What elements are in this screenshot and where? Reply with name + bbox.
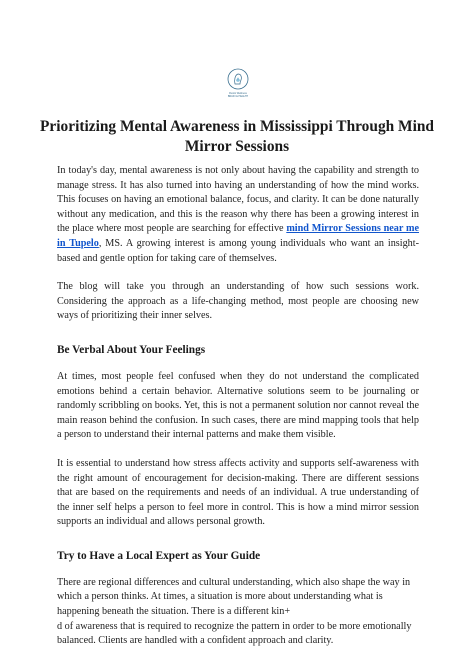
logo-tagline: BRAIN & HEALTH — [227, 95, 249, 98]
logo — [223, 68, 253, 98]
section-heading-local-expert: Try to Have a Local Expert as Your Guide — [57, 549, 261, 562]
lotus-head-logo-icon — [227, 68, 249, 92]
paragraph-confusion: At times, most people feel confused when they do not understand the complicated emotions behind a certain behavior. Alternative solutions seem to be journaling or randomly scribbling on books. Yet, this is not a permanent solution nor cannot reveal the main reason behind the confusion. In such cases, there are mind mapping tools that help a person to understand their internal patterns and make them visible. — [57, 370, 419, 441]
paragraph-intro — [57, 164, 419, 266]
paragraph-regional-line2: d of awareness that is required to recognize the pattern in order to be more emotionally balanced. Clients are handled with a confident approach and clarity. — [57, 620, 412, 647]
paragraph-blog-overview: The blog will take you through an understanding of how such sessions work. Considering the approach as a life-changing method, most people are choosing new ways of prioritizing their inner selves. — [57, 281, 419, 322]
article-body — [57, 164, 419, 649]
mind-mirror-sessions-link[interactable]: mind Mirror Sessions near me in Tupelo — [57, 223, 419, 249]
page-title: Prioritizing Mental Awareness in Mississippi Through Mind Mirror Sessions — [40, 118, 434, 155]
logo-name: Rustic Wellness — [229, 92, 247, 95]
paragraph-intro-text-start: In today's day, mental awareness is not only about having the capability and strength to manage stress. It has also turned into having an understanding of how the mind works. This focuses on having an emotional balance, focus, and clarity. It can be done naturally without any medication, and this is the reason why there has been a growing interest in the place where most people are searching for effective — [57, 165, 419, 235]
paragraph-regional-line1: There are regional differences and cultural understanding, which also shape the way in which a person thinks. At times, a situation is more about understanding what is happening beneath the situation. There is a different kin+ — [57, 576, 411, 618]
paragraph-intro-text-end: , MS. A growing interest is among young individuals who want an insight-based and gentle option for taking care of themselves. — [57, 237, 419, 264]
paragraph-stress: It is essential to understand how stress affects activity and supports self-awareness with the right amount of encouragement for decision-making. There are different sessions that are based on the requirements and needs of an individual. A true understanding of the inner self helps a person to feel more in control. This is how a mind mirror session supports an individual and allows personal growth. — [57, 457, 419, 528]
paragraph-regional — [57, 576, 419, 649]
section-heading-feelings: Be Verbal About Your Feelings — [57, 343, 206, 356]
